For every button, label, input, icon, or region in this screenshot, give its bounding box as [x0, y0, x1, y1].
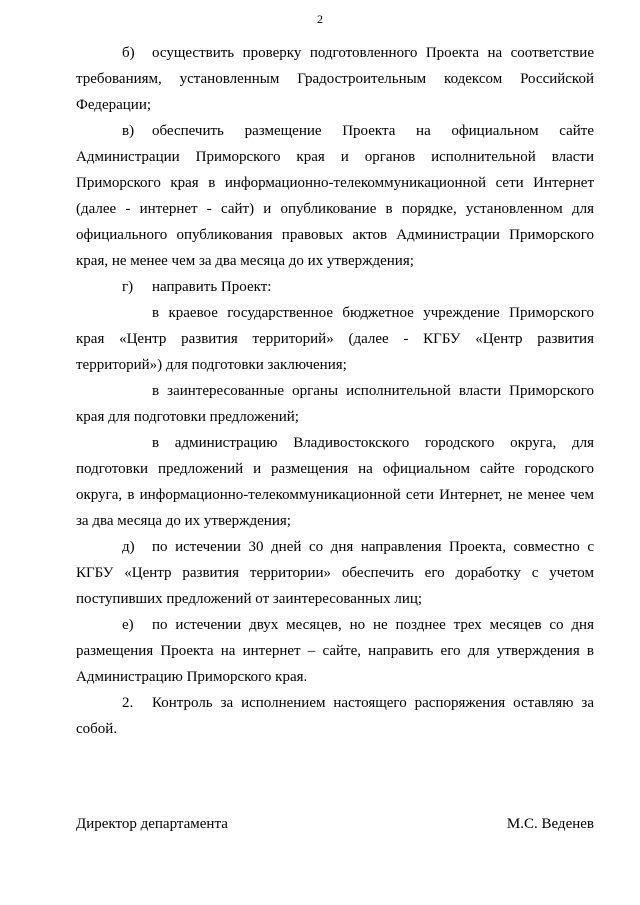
signatory-position: Директор департамента — [76, 816, 228, 832]
paragraph-text: в заинтересованные органы исполнительной власти Приморского края для подготовки предложений; — [76, 383, 594, 425]
signatory-name: М.С. Веденев — [506, 816, 594, 832]
signature-block — [76, 814, 594, 834]
paragraph-text: по истечении 30 дней со дня направления Проекта, совместно с КГБУ «Центр развития территории» обеспечить его доработку с учетом поступивших предложений от заинтересованных лиц; — [76, 539, 594, 607]
paragraph-marker: г) — [122, 279, 134, 295]
paragraph-text: осуществить проверку подготовленного Проекта на соответствие требованиям, установленным Градостроительным кодексом Российской Федерации; — [76, 45, 594, 113]
paragraph-e — [76, 612, 594, 690]
paragraph-b — [76, 40, 594, 118]
paragraph-g — [76, 274, 594, 300]
page-number: 2 — [317, 12, 323, 26]
paragraph-text: в администрацию Владивостокского городского округа, для подготовки предложений и размещения на официальном сайте городского округа, в информационно-телекоммуникационной сети Интернет, не менее чем за два месяца до их утверждения; — [76, 435, 594, 529]
paragraph-marker: в) — [122, 123, 135, 139]
subparagraph-kgbu — [76, 300, 594, 378]
paragraph-text: направить Проект: — [152, 279, 272, 295]
paragraph-d — [76, 534, 594, 612]
document-body — [76, 40, 594, 742]
paragraph-marker: е) — [122, 617, 134, 633]
subparagraph-vladivostok — [76, 430, 594, 534]
paragraph-marker: б) — [122, 45, 135, 61]
paragraph-marker: 2. — [122, 695, 134, 711]
paragraph-text: в краевое государственное бюджетное учреждение Приморского края «Центр развития территорий» (далее - КГБУ «Центр развития территорий») для подготовки заключения; — [76, 305, 594, 373]
paragraph-v — [76, 118, 594, 274]
paragraph-text: Контроль за исполнением настоящего распоряжения оставляю за собой. — [76, 695, 594, 737]
paragraph-text: по истечении двух месяцев, но не позднее трех месяцев со дня размещения Проекта на интернет – сайте, направить его для утверждения в Администрацию Приморского края. — [76, 617, 594, 685]
paragraph-2 — [76, 690, 594, 742]
subparagraph-executive-bodies — [76, 378, 594, 430]
paragraph-marker: д) — [122, 539, 135, 555]
paragraph-text: обеспечить размещение Проекта на официальном сайте Администрации Приморского края и органов исполнительной власти Приморского края в информационно-телекоммуникационной сети Интернет (далее - интернет - сайт) и опубликование в порядке, установленном для официального опубликования правовых актов Администрации Приморского края, не менее чем за два месяца до их утверждения; — [76, 123, 594, 269]
